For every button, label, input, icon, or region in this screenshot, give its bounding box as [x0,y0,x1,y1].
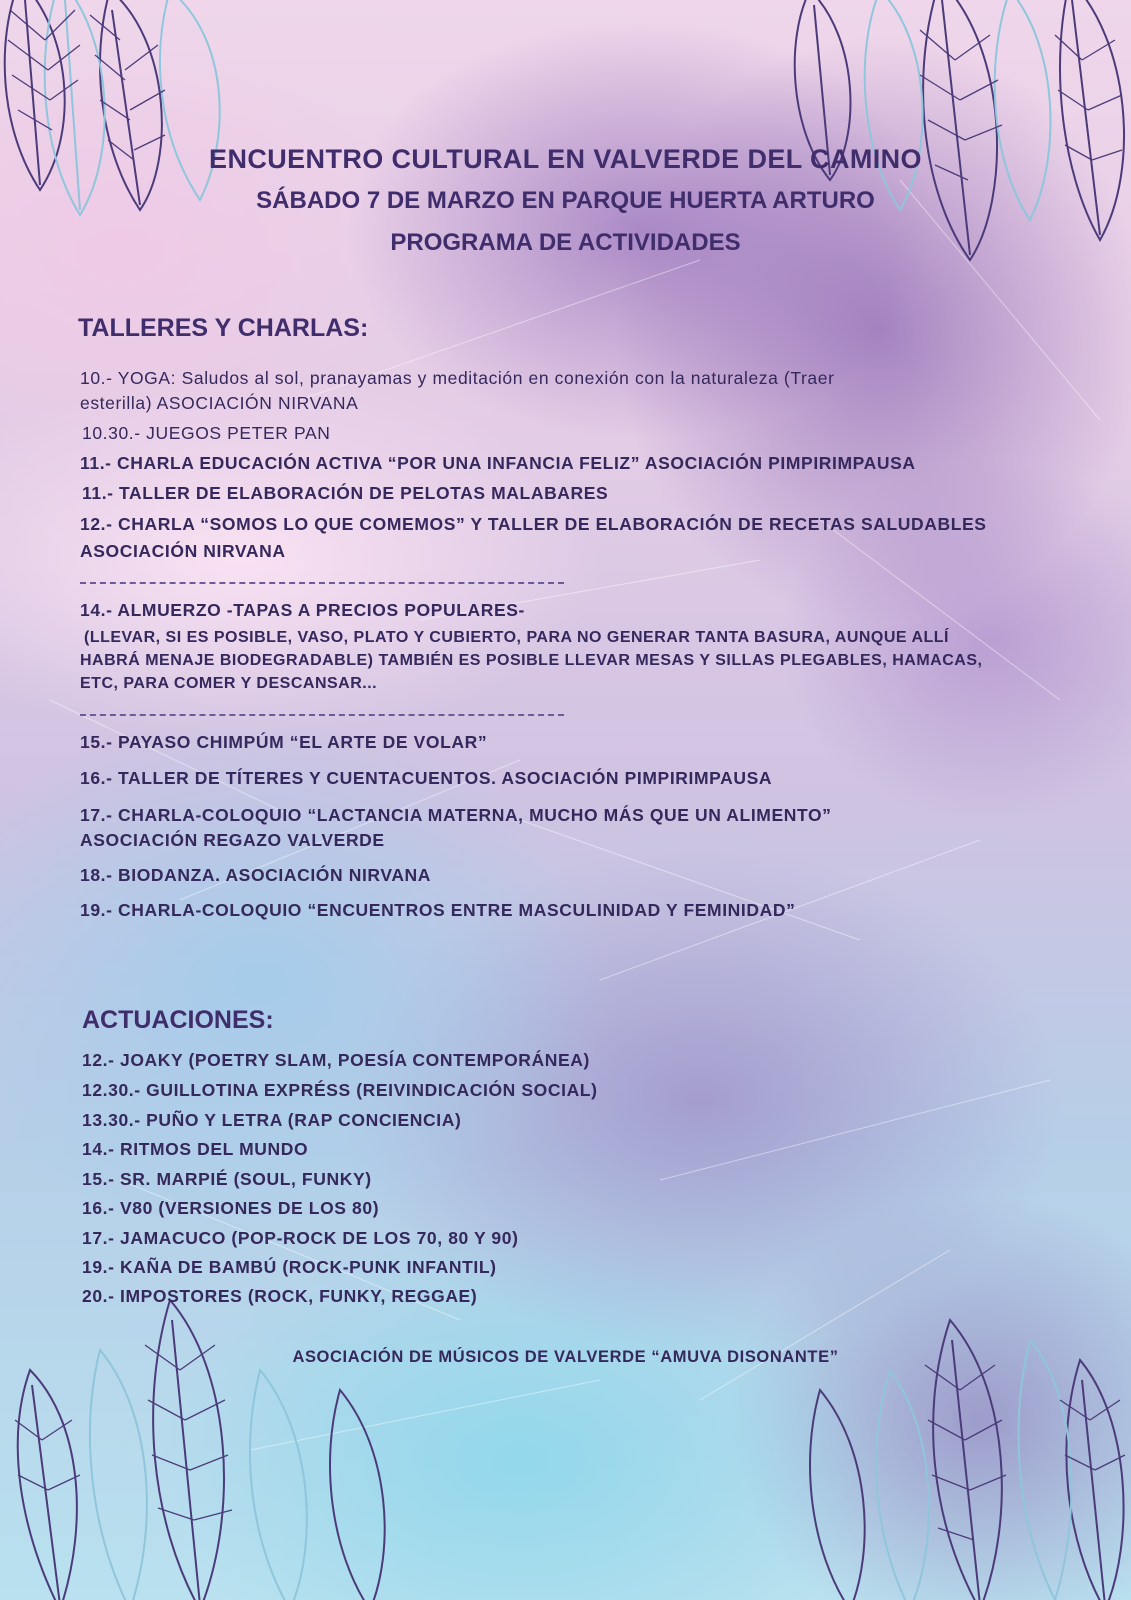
actuacion-item: 14.- RITMOS DEL MUNDO [82,1139,309,1159]
actuacion-item: 13.30.- PUÑO Y LETRA (RAP CONCIENCIA) [82,1110,462,1130]
program-subtitle: PROGRAMA DE ACTIVIDADES [390,229,741,256]
talleres-item-payaso: 15.- PAYASO CHIMPÚM “EL ARTE DE VOLAR” [80,732,488,752]
actuacion-item: 16.- V80 (VERSIONES DE LOS 80) [82,1198,380,1218]
almuerzo-note-line2: HABRÁ MENAJE BIODEGRADABLE) TAMBIÉN ES POSIBLE LLEVAR MESAS Y SILLAS PLEGABLES, HAMACAS, [80,652,983,669]
event-title: ENCUENTRO CULTURAL EN VALVERDE DEL CAMINO [209,144,922,174]
talleres-item-encuentros: 19.- CHARLA-COLOQUIO “ENCUENTROS ENTRE MASCULINIDAD Y FEMINIDAD” [80,900,796,920]
almuerzo-note-line1: (LLEVAR, SI ES POSIBLE, VASO, PLATO Y CUBIERTO, PARA NO GENERAR TANTA BASURA, AUNQUE ALLÍ [84,629,949,646]
talleres-item-yoga-line1: 10.- YOGA: Saludos al sol, pranayamas y meditación en conexión con la naturaleza (Traer [80,368,835,388]
actuacion-item: 20.- IMPOSTORES (ROCK, FUNKY, REGGAE) [82,1286,478,1306]
talleres-item-charla-educacion: 11.- CHARLA EDUCACIÓN ACTIVA “POR UNA INFANCIA FELIZ” ASOCIACIÓN PIMPIRIMPAUSA [80,453,916,473]
divider [80,582,564,584]
talleres-item-lactancia-line2: ASOCIACIÓN REGAZO VALVERDE [80,830,385,850]
actuacion-item: 19.- KAÑA DE BAMBÚ (ROCK-PUNK INFANTIL) [82,1257,497,1277]
talleres-item-charla-somos-line1: 12.- CHARLA “SOMOS LO QUE COMEMOS” Y TALLER DE ELABORACIÓN DE RECETAS SALUDABLES [80,514,987,534]
talleres-item-lactancia-line1: 17.- CHARLA-COLOQUIO “LACTANCIA MATERNA, MUCHO MÁS QUE UN ALIMENTO” [80,805,832,825]
talleres-item-juegos: 10.30.- JUEGOS PETER PAN [82,423,331,443]
section-heading-actuaciones: ACTUACIONES: [82,1006,274,1034]
talleres-item-almuerzo: 14.- ALMUERZO -TAPAS A PRECIOS POPULARES- [80,600,525,620]
actuacion-item: 12.- JOAKY (POETRY SLAM, POESÍA CONTEMPORÁNEA) [82,1050,590,1070]
talleres-item-taller-pelotas: 11.- TALLER DE ELABORACIÓN DE PELOTAS MALABARES [82,483,609,503]
actuacion-item: 17.- JAMACUCO (POP-ROCK DE LOS 70, 80 Y 90) [82,1228,519,1248]
almuerzo-note-line3: ETC, PARA COMER Y DESCANSAR... [80,675,378,692]
talleres-item-biodanza: 18.- BIODANZA. ASOCIACIÓN NIRVANA [80,865,432,885]
section-heading-talleres: TALLERES Y CHARLAS: [78,314,369,342]
event-date-location: SÁBADO 7 DE MARZO EN PARQUE HUERTA ARTURO [256,187,875,214]
actuacion-item: 15.- SR. MARPIÉ (SOUL, FUNKY) [82,1169,372,1189]
organizer-credit: ASOCIACIÓN DE MÚSICOS DE VALVERDE “AMUVA DISONANTE” [292,1348,839,1366]
talleres-item-titeres: 16.- TALLER DE TÍTERES Y CUENTACUENTOS. ASOCIACIÓN PIMPIRIMPAUSA [80,768,773,788]
actuacion-item: 12.30.- GUILLOTINA EXPRÉSS (REIVINDICACIÓN SOCIAL) [82,1080,598,1100]
talleres-item-yoga-line2: esterilla) ASOCIACIÓN NIRVANA [80,393,359,413]
talleres-item-charla-somos-line2: ASOCIACIÓN NIRVANA [80,541,286,561]
divider [80,714,564,716]
